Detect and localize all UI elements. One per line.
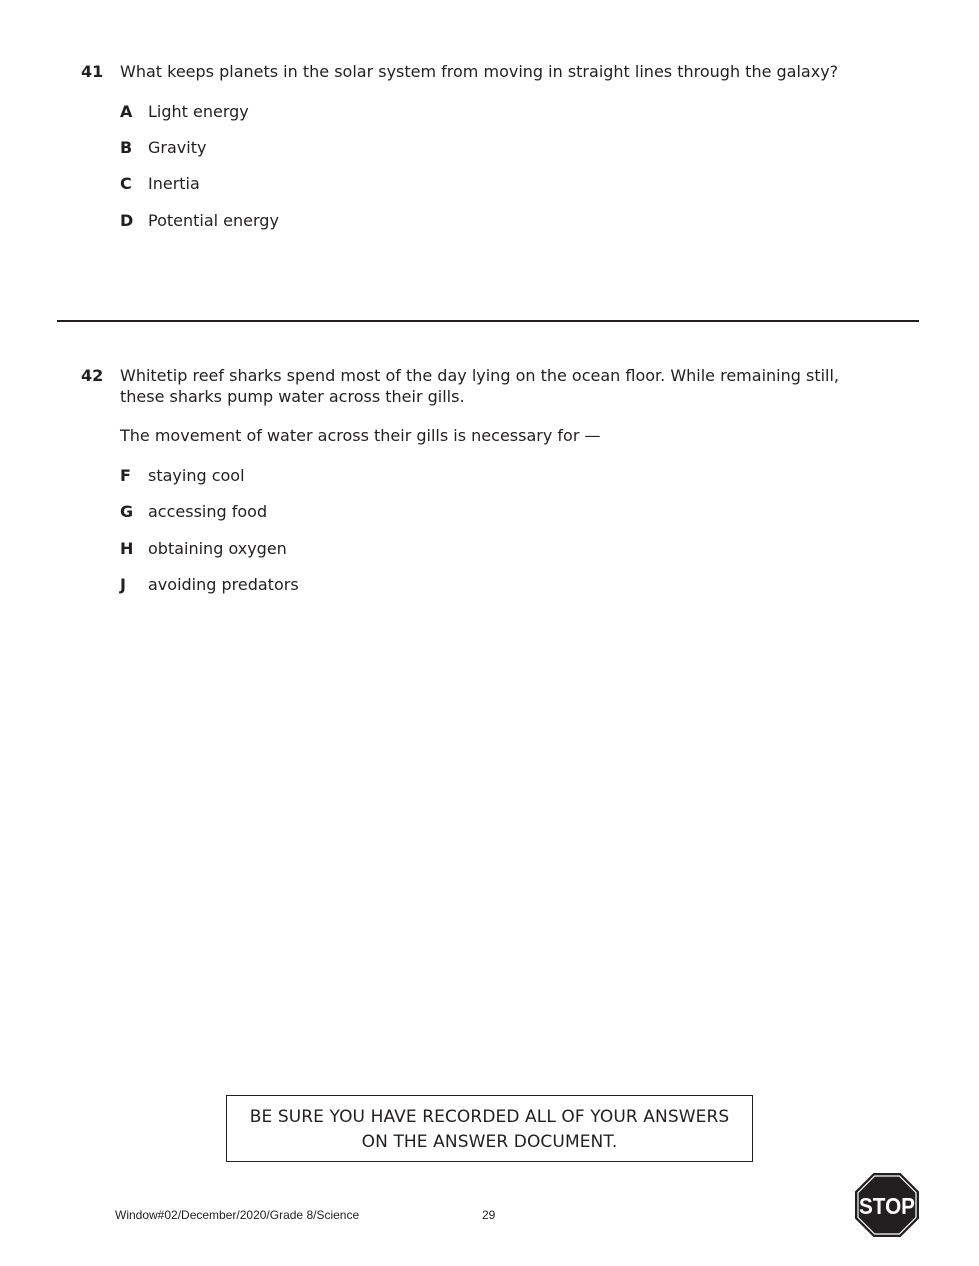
option-c-letter: C — [120, 174, 132, 193]
option-h-text: obtaining oxygen — [148, 539, 287, 558]
option-j-letter: J — [120, 575, 126, 594]
question-42-prompt: The movement of water across their gills is necessary for — — [120, 426, 601, 445]
notice-line-1: BE SURE YOU HAVE RECORDED ALL OF YOUR ANSWERS — [249, 1107, 730, 1127]
question-41-number: 41 — [81, 62, 104, 81]
question-41-text: What keeps planets in the solar system from moving in straight lines through the galaxy? — [120, 62, 839, 81]
option-j-text: avoiding predators — [148, 575, 299, 594]
notice-line-2: ON THE ANSWER DOCUMENT. — [361, 1132, 618, 1152]
option-b-letter: B — [120, 138, 133, 157]
option-g-text: accessing food — [148, 502, 268, 521]
option-b-text: Gravity — [148, 138, 207, 157]
footer-source: Window#02/December/2020/Grade 8/Science — [115, 1208, 360, 1222]
stop-sign-label: STOP — [859, 1193, 915, 1219]
option-f-letter: F — [120, 466, 131, 485]
page-number: 29 — [482, 1208, 496, 1222]
option-d-letter: D — [120, 211, 134, 230]
question-42-text-line-2: these sharks pump water across their gills. — [120, 387, 465, 406]
question-divider — [57, 320, 919, 322]
option-h-letter: H — [120, 539, 134, 558]
question-42-number: 42 — [81, 366, 104, 385]
option-c-text: Inertia — [148, 174, 200, 193]
stop-sign-icon — [854, 1172, 920, 1238]
question-42-text-line-1: Whitetip reef sharks spend most of the day lying on the ocean floor. While remaining still, — [120, 366, 840, 385]
option-d-text: Potential energy — [148, 211, 279, 230]
option-f-text: staying cool — [148, 466, 245, 485]
option-g-letter: G — [120, 502, 134, 521]
answer-document-notice — [226, 1095, 753, 1162]
option-a-letter: A — [120, 102, 133, 121]
option-a-text: Light energy — [148, 102, 249, 121]
